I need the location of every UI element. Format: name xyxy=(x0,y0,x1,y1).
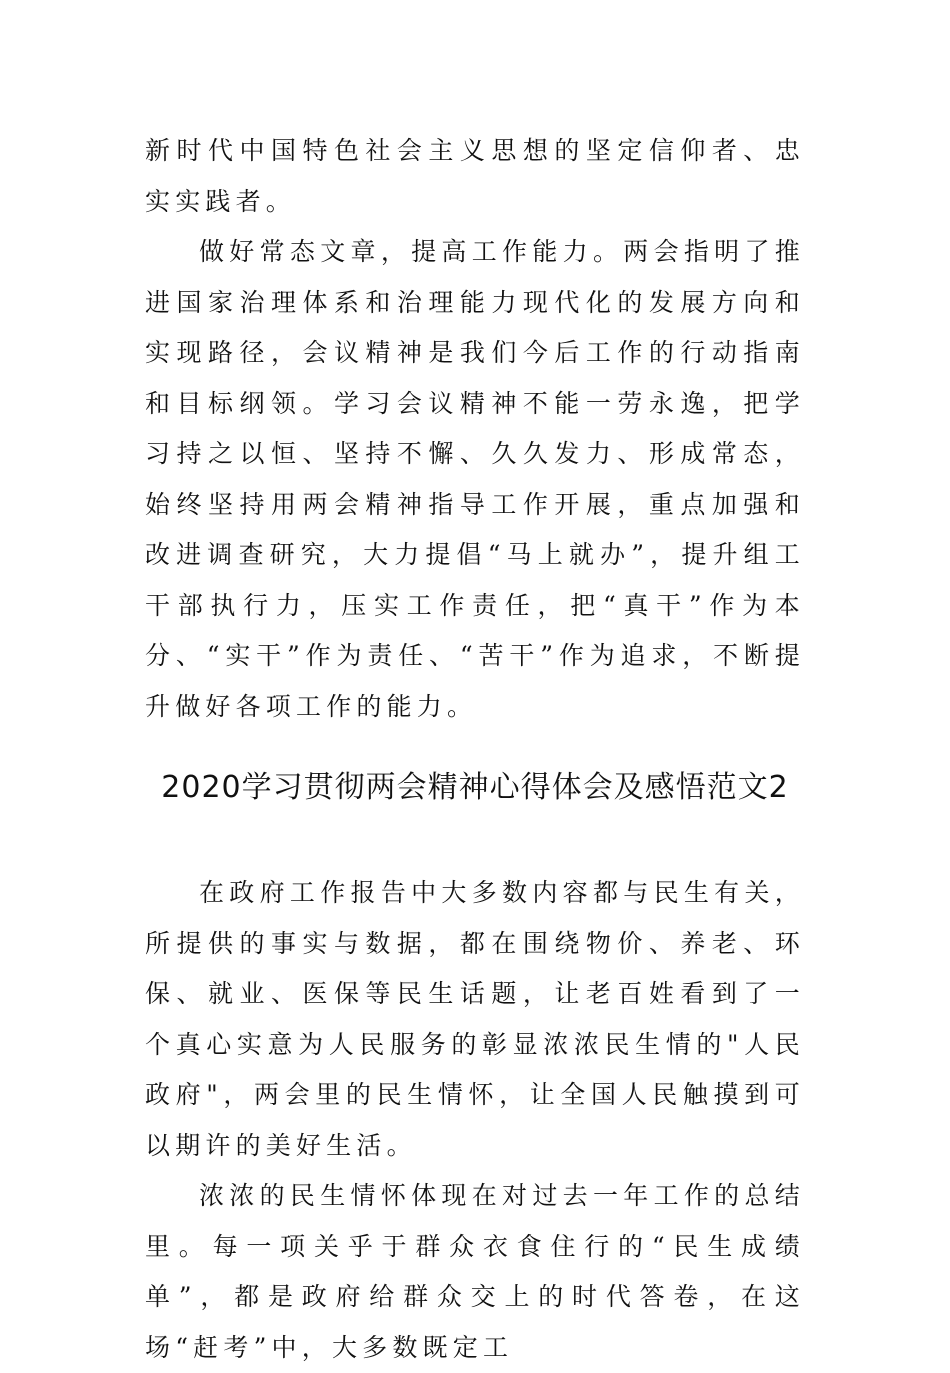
document-page xyxy=(145,126,805,1373)
section-2-heading-wrap xyxy=(145,766,805,810)
section-2 xyxy=(145,868,805,1373)
paragraph-4: 浓浓的民生情怀体现在对过去一年工作的总结里。每一项关乎于群众衣食住行的“民生成绩单”，都是政府给群众交上的时代答卷，在这场“赶考”中，大多数既定工 xyxy=(145,1181,805,1362)
paragraph-3: 在政府工作报告中大多数内容都与民生有关，所提供的事实与数据，都在围绕物价、养老、环保、就业、医保等民生话题，让老百姓看到了一个真心实意为人民服务的彰显浓浓民生情的"人民政府"，两会里的民生情怀，让全国人民触摸到可以期许的美好生活。 xyxy=(145,878,805,1160)
section-1 xyxy=(145,126,805,732)
paragraph-1: 新时代中国特色社会主义思想的坚定信仰者、忠实实践者。 xyxy=(145,136,805,216)
section-2-title: 2020学习贯彻两会精神心得体会及感悟范文2 xyxy=(161,770,789,805)
paragraph-2: 做好常态文章，提高工作能力。两会指明了推进国家治理体系和治理能力现代化的发展方向和实现路径，会议精神是我们今后工作的行动指南和目标纲领。学习会议精神不能一劳永逸，把学习持之以恒、坚持不懈、久久发力、形成常态，始终坚持用两会精神指导工作开展，重点加强和改进调查研究，大力提倡“马上就办”，提升组工干部执行力，压实工作责任，把“真干”作为本分、“实干”作为责任、“苦干”作为追求，不断提升做好各项工作的能力。 xyxy=(145,237,805,721)
